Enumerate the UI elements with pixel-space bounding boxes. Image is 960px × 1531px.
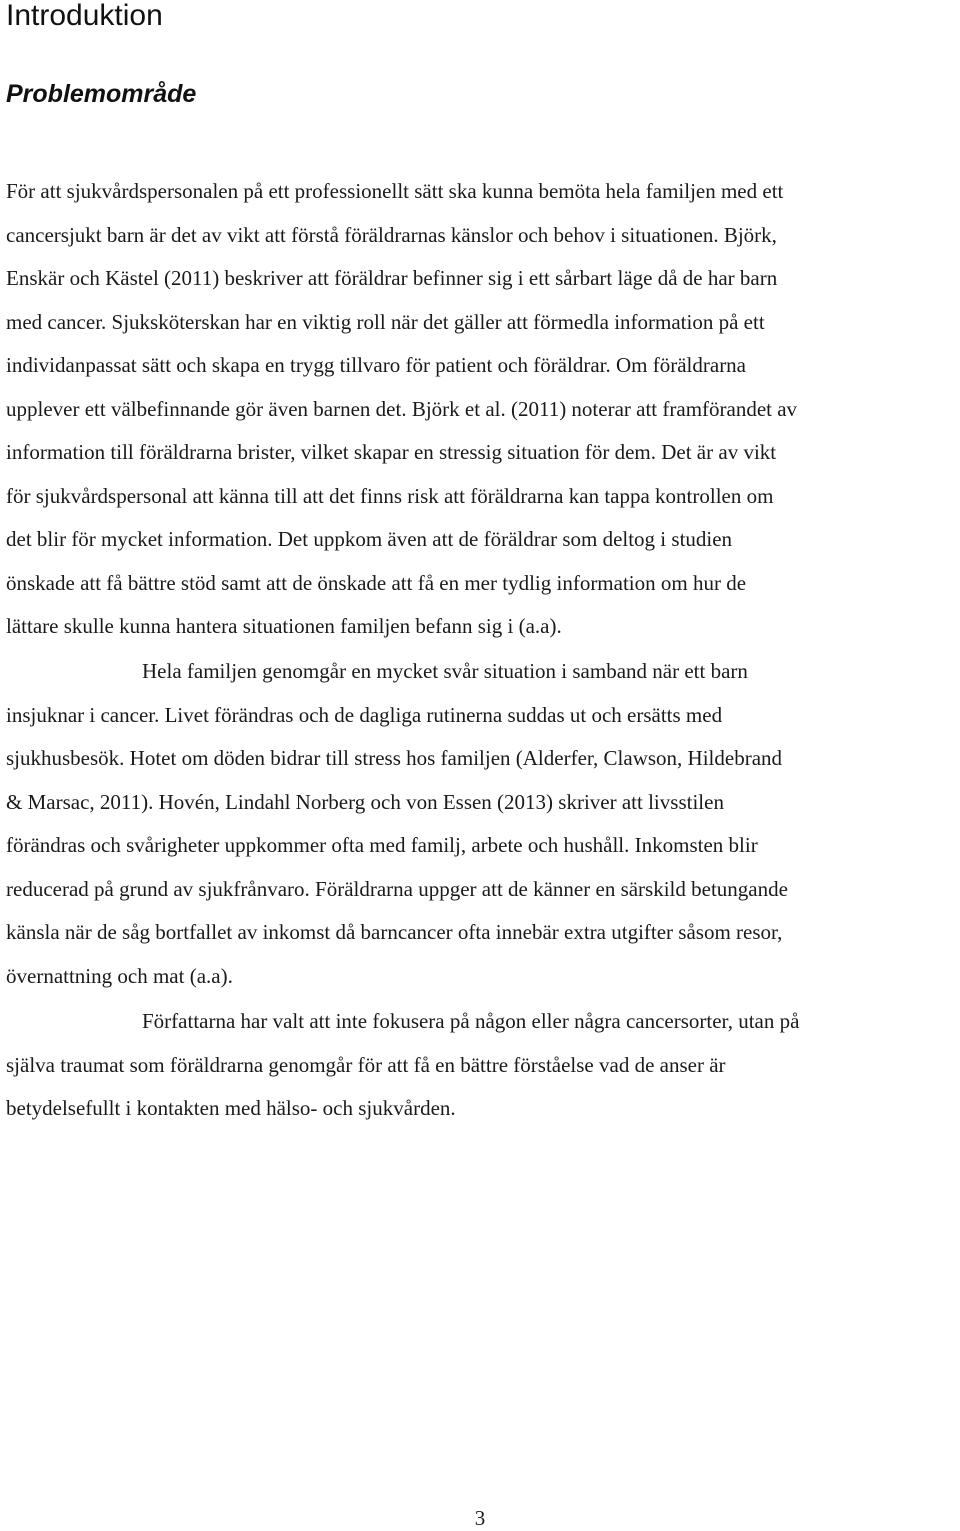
text-line: övernattning och mat (a.a). <box>6 963 233 988</box>
text-line: med cancer. Sjuksköterskan har en viktig roll när det gäller att förmedla information på ett <box>6 309 765 334</box>
text-line: för sjukvårdspersonal att känna till att det finns risk att föräldrarna kan tappa kontrollen om <box>6 483 774 508</box>
page-number: 3 <box>474 1506 486 1530</box>
text-line: För att sjukvårdspersonalen på ett professionellt sätt ska kunna bemöta hela familjen med ett <box>6 179 784 203</box>
text-line: individanpassat sätt och skapa en trygg tillvaro för patient och föräldrar. Om föräldrarna <box>6 353 747 377</box>
page-heading: Introduktion <box>6 0 163 32</box>
text-line: information till föräldrarna brister, vilket skapar en stressig situation för dem. Det är av vikt <box>6 440 777 464</box>
paragraph-2 <box>6 650 960 998</box>
paragraph-1 <box>6 170 960 649</box>
text-line: Hela familjen genomgår en mycket svår situation i samband när ett barn <box>142 659 748 683</box>
text-line: det blir för mycket information. Det uppkom även att de föräldrar som deltog i studien <box>6 527 733 551</box>
text-line: & Marsac, 2011). Hovén, Lindahl Norberg och von Essen (2013) skriver att livsstilen <box>6 789 724 814</box>
text-line: Författarna har valt att inte fokusera på någon eller några cancersorter, utan på <box>142 1009 800 1033</box>
text-line: förändras och svårigheter uppkommer ofta med familj, arbete och hushåll. Inkomsten blir <box>6 833 758 857</box>
text-line: reducerad på grund av sjukfrånvaro. Föräldrarna uppger att de känner en särskild betungande <box>6 876 788 901</box>
paragraph-3 <box>6 1000 960 1131</box>
text-line: själva traumat som föräldrarna genomgår för att få en bättre förståelse vad de anser är <box>6 1052 726 1077</box>
text-line: insjuknar i cancer. Livet förändras och de dagliga rutinerna suddas ut och ersätts med <box>6 702 723 727</box>
text-line: Enskär och Kästel (2011) beskriver att föräldrar befinner sig i ett sårbart läge då de har barn <box>6 266 778 290</box>
text-line: känsla när de såg bortfallet av inkomst då barncancer ofta innebär extra utgifter såsom resor, <box>6 920 783 944</box>
text-line: upplever ett välbefinnande gör även barnen det. Björk et al. (2011) noterar att framförandet av <box>6 396 798 421</box>
section-subheading: Problemområde <box>6 80 197 108</box>
text-line: sjukhusbesök. Hotet om döden bidrar till stress hos familjen (Alderfer, Clawson, Hildebrand <box>6 746 783 770</box>
text-line: betydelsefullt i kontakten med hälso- och sjukvården. <box>6 1096 456 1120</box>
text-line: önskade att få bättre stöd samt att de önskade att få en mer tydlig information om hur de <box>6 570 747 595</box>
text-line: cancersjukt barn är det av vikt att förstå föräldrarnas känslor och behov i situationen. Björk, <box>6 222 777 247</box>
text-line: lättare skulle kunna hantera situationen familjen befann sig i (a.a). <box>6 614 562 638</box>
